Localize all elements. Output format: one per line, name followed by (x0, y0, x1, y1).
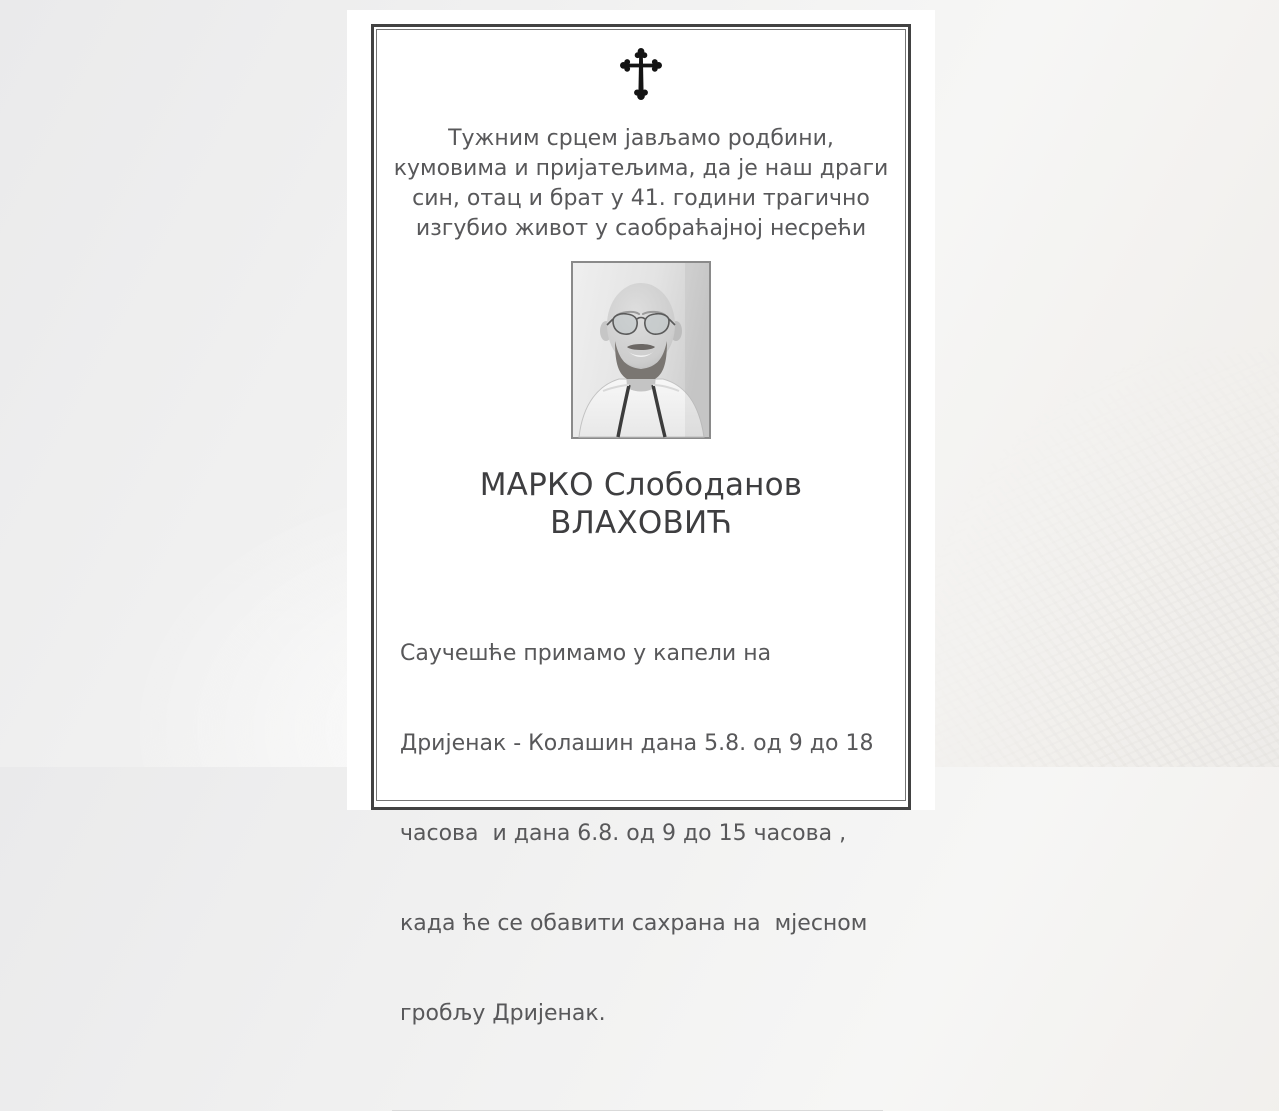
deceased-portrait-photo (571, 261, 711, 439)
intro-line: кумовима и пријатељима, да је наш драги (393, 156, 889, 181)
intro-line: син, отац и брат у 41. години трагично (412, 186, 870, 211)
orthodox-budded-cross-icon (620, 48, 662, 100)
funeral-details-text (377, 579, 905, 1089)
deceased-name (377, 466, 905, 542)
details-line: Дријенак - Колашин дана 5.8. од 9 до 18 (400, 731, 874, 756)
details-line: гробљу Дријенак. (400, 1001, 606, 1026)
deceased-name-line: МАРКО Слободанов (479, 467, 803, 503)
obituary-card (347, 10, 935, 1026)
obituary-frame-inner (376, 29, 906, 1026)
intro-line: Тужним срцем јављамо родбини, (448, 126, 834, 151)
intro-line: изгубио живот у саобраћајној несрећи (415, 216, 867, 241)
obituary-frame (371, 24, 911, 1026)
details-line: када ће се обавити сахрана на мјесном (400, 911, 868, 936)
details-line: Саучешће примамо у капели на (400, 641, 772, 666)
deceased-name-line: ВЛАХОВИЋ (550, 505, 732, 541)
obituary-intro-text (377, 124, 905, 244)
background-texture (919, 347, 1279, 767)
details-line: часова и дана 6.8. од 9 до 15 часова , (400, 821, 847, 846)
